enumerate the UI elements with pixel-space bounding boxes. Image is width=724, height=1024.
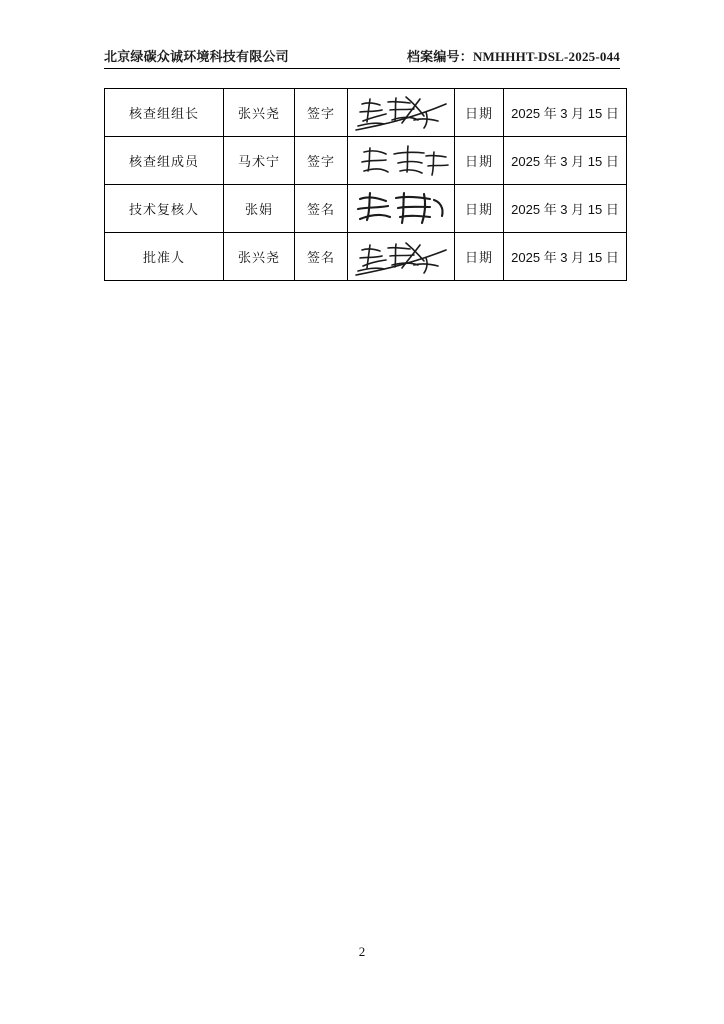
row-date-label: 日期	[455, 185, 504, 233]
row-sign-label: 签名	[295, 233, 348, 281]
row-name: 张兴尧	[224, 233, 295, 281]
page-header	[104, 46, 620, 65]
row-name: 马术宁	[224, 137, 295, 185]
row-date-label: 日期	[455, 137, 504, 185]
row-sign-label: 签名	[295, 185, 348, 233]
archive-number-label: 档案编号：	[406, 49, 473, 64]
table-row	[105, 233, 627, 281]
row-signature	[348, 185, 455, 233]
table-row	[105, 185, 627, 233]
row-signature	[348, 233, 455, 281]
row-date: 2025 年 3 月 15 日	[504, 89, 627, 137]
page-number: 2	[358, 944, 366, 959]
row-role: 核查组成员	[105, 137, 224, 185]
table-row	[105, 137, 627, 185]
row-date: 2025 年 3 月 15 日	[504, 185, 627, 233]
row-date-label: 日期	[455, 89, 504, 137]
archive-number-block	[407, 46, 620, 65]
row-name: 张娟	[224, 185, 295, 233]
row-sign-label: 签字	[295, 89, 348, 137]
row-date-label: 日期	[455, 233, 504, 281]
company-name: 北京绿碳众诚环境科技有限公司	[104, 49, 289, 64]
row-signature	[348, 89, 455, 137]
row-date: 2025 年 3 月 15 日	[504, 137, 627, 185]
row-role: 核查组组长	[105, 89, 224, 137]
row-signature	[348, 137, 455, 185]
row-name: 张兴尧	[224, 89, 295, 137]
row-date: 2025 年 3 月 15 日	[504, 233, 627, 281]
signature-table	[104, 88, 627, 281]
signature-image-mashuning	[348, 138, 454, 184]
signature-image-zhangxingyao-approver	[348, 234, 454, 280]
table-row	[105, 89, 627, 137]
signature-image-zhangxingyao	[348, 90, 454, 136]
row-sign-label: 签字	[295, 137, 348, 185]
archive-number-value: NMHHHT-DSL-2025-044	[472, 49, 620, 64]
row-role: 批准人	[105, 233, 224, 281]
signature-image-zhangjuan	[348, 186, 454, 232]
header-divider	[104, 68, 620, 69]
row-role: 技术复核人	[105, 185, 224, 233]
